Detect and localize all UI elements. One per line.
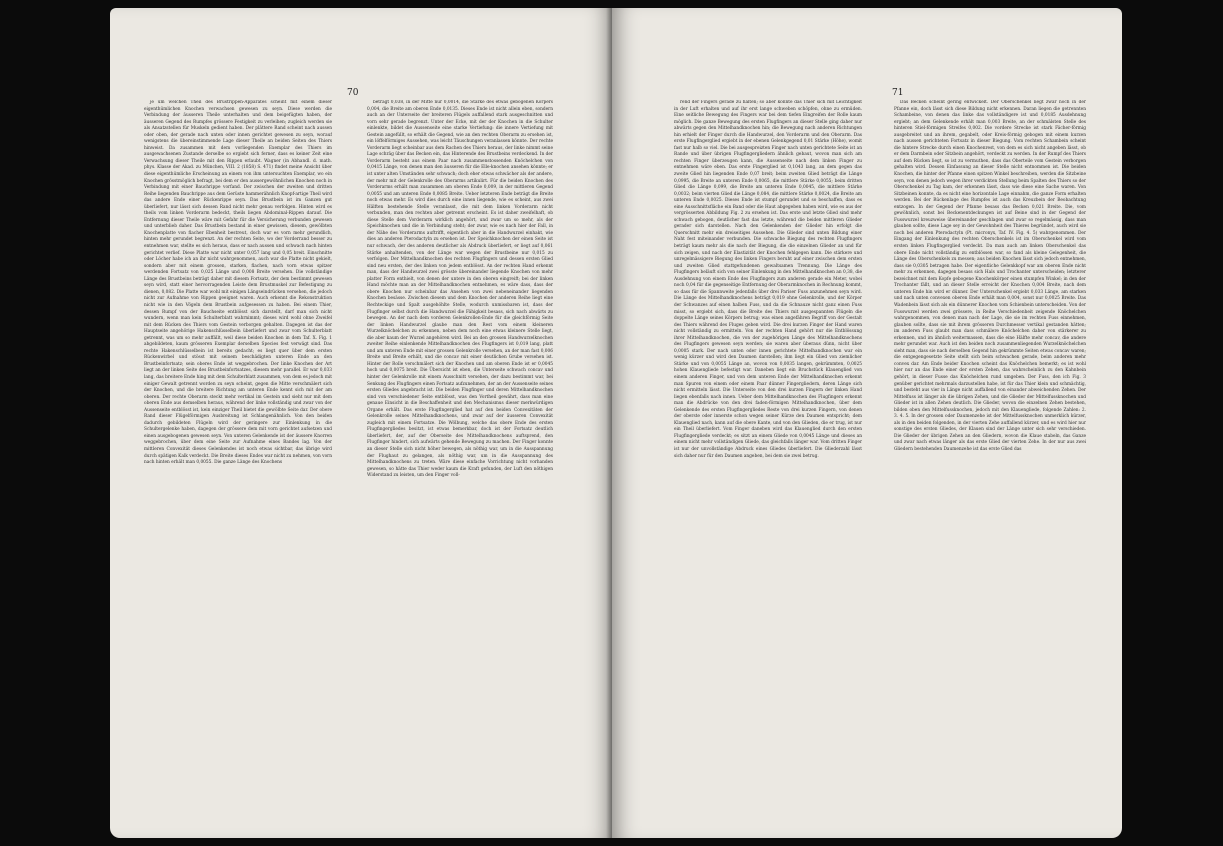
right-page-column-2 bbox=[894, 100, 1086, 788]
right-column-1-text: rend der Fingers gerade zu halten; so aber konnte das Thier sich mit Leichtigkeit in der Luft erhalten und auf ihr erst lange schweben schöpfen, ohne zu ermüden. Eine seitliche Bewegung des Fingers war bei dem tiefen Eingreifen der Rolle kaum möglich. Die ganze Bewegung des ersten Flugfingers an dieser Stelle ging daher nur abwärts gegen den Mittelhandknochen hin; die Bewegung nach anderen Richtungen hin erhielt der Finger durch die Handwurzel, den Vorderarm und den Oberarm. Das erste Flugfingerglied ergiebt in der ebenen Gelenkgegend 0,01 Stärke (Höhe), womit fast nur halb so viel. Die bei ausgespreizten Finger nach unten gerichtete Seite ist an Rande und über übrigen Flugfingergliedern ähnlich gebaut, wovon man sich am rechten Finger überzeugen kann, die Aussenseite nach dem linken Finger zu entnehmen wäre eben. Das erste Fingerglied ist 0,1043 lang, an dem gegen das zweite Glied hin liegenden Ende 0,07 breit; beim zweiten Glied beträgt die Länge 0,0995, die Breite an unteren Ende 0,0065, die mittlere Stärke 0,0055; beim dritten Glied die Länge 0,099, die Breite am unteren Ende 0,0045, die mittlere Stärke 0,0032; beim vierten Glied die Länge 0,084, die mittlere Stärke 0,0024, die Breite am unteren Ende 0,0025. Dieses Ende ist stumpf gerundet und so beschaffen, dass es eine Ausschnittsfläche ein Band oder die Haut abgegeben haben wird, wie es aus der vergrösserten Abbildung Fig. 2 zu ersehen ist. Das erste und letzte Glied sind mehr schwach gebogen, deutlicher fast das letzte, während die beiden mittleren Glieder gerader sich darstellen. Nach den Gelenkenden der Glieder hin erfolgt die Querschnitt mehr ein dreiseitiges Aussehen. Die Glieder sind unten Bildung einer Naht fest miteinander verbunden. Die schwache Biegung des rechten Flugfingers beträgt kaum mehr als die nach der Biegung, die die einzelnen Glieder an und für sich zeigen, und nach der Elastizität der Knochen fehlgegen kann. Die stärkere und unregelmässigere Biegung des linken Fingers beruht auf einer zwischen dem ersten und zweiten Glied stattgefundenen gewaltsamen Trennung. Die Länge des Flugfingers beläuft sich von seiner Einlenkung in den Mittelhandknochen an 0,38, die Ausdehnung von einem Ende des Flugfingers zum anderen gerade ein Meter, wobei noch 0,04 für die gegenseitige Entfernung der Oberarmknochen in Rechnung kommt, so dass für die Spannweite jedenfalls über drei Pariser Fuss anzunehmen seyn wird. Die Länge des Mittelhandknochens beträgt 0,019 ohne Gelenkrolle, und der Körper der Schwanzes auf einen halben Fuss, und da die Schnauze nicht ganz einen Fuss misst, so ergiebt sich, dass die Breite des Thiers mit ausgespannten Flügeln die doppelte Länge seines Körpers betrug; was einen angefähren Begriff von der Gestalt des Thiers während des Fluges geben wird. Die drei kurzen Finger der Hand waren nicht vollständig zu ermitteln. Von der rechten Hand gehört nur die Entblössung ihrer Mittelhandknochen, die von der zugehörigen Länge des Mittelhandknochens des Flugfingers gewesen seyn werden; sie waren aber überaus dünn, nicht über 0,0005 stark. Der nach unten oder innen gerichtete Mittelhandknochen war ein wenig kürzer und wird den Daumen darstellen; ihm liegt ein Glied von ziemlicher Stärke und von 0,0055 Länge an, wovon von 0,0035 langen, gekrümmten, 0,0025 hohen Klauengliede befestigt war. Daneben liegt ein Bruchstück Klauenglied von einem anderen Finger, und von dem unteren Ende der Mittelhandknochen erkennt man Spuren von einem oder einem Paar dünner Fingergliedern, deren Länge sich nicht ermitteln lässt. Die Unterseite von den drei kurzen Fingern der linken Hand liegen ebenfalls nach innen. Ueber dem Mittelhandknochen des Flugfingers erkennt man die Abdrücke von den drei faden-förmigen Mittelhandknochen, über dem Gelenkende des ersten Flugfingergliedes Reste von drei kurzen Fingern, von denen der oberste oder innerste schon wegen seiner Kürze den Daumen entspricht; dem Klauenglied nach, kann auf die obere Kante, und von den Glieden, die er trug, ist nur ein Theil überliefert. Vom Finger daneben wird das Klauenglied durch den ersten Flugfingergliede verdeckt; es sitzt an einem Gliede von 0,0045 Länge und dieses an einem nicht mehr vollständigen Gliede, das gleichfalls länger war. Vom dritten Finger ist nur der unvollständige Abdruck eines Gliedes überliefert. Die Gliederzahl lässt sich daher nur für den Daumen angeben, bei dem sie zwei betrug. bbox=[674, 100, 862, 459]
left-column-2-text: beträgt 0,038, in der Mitte nur 0,0014, die Stärke des etwas gebogenen Körpers 0,004, die Breite am oberen Ende 0,0135. Dieses Ende ist nicht allein eben, sondern auch an der Unterseite der breiteren Flügels auffallend stark ausgeschnitten und vorn sehr gerade begrenzt. Unter der Ecke, mit der der Knochen in die Schulter einlenkte, bildet die Aussenseite eine starke Vertiefung: die innere Vertiefung mit Gestein angefüllt, so erhält die Gegend, wie an den rechten Oberarm zu ersehen ist, ein löffelförmiges Aussehen, was leicht Täuschungen veranlassen könnte. Der rechte Vorderarm liegt scheinbar aus dem Rachen des Thiers heraus, der linke nimmt seine Lage schräg über das Becken ein, das Hinterende des Brustbeins verdeckend. In der Vorderarm besteht aus einem Paar nach zusammenstossenden Knöchelchen von 0,0415 Länge, von denen man den äusseren für die Elle-knochen ansehen könnte; er ist unter alten Umständen sehr schwach; doch eher etwas schwächer als der andere, der mehr mit der Gelenkrolle des Oberarms artikulirt. Für die beiden Knochen des Vorderarms erhält man zusammen am oberen Ende 0,009, in der mittleren Gegend 0,0055 und am unteren Ende 0,0085 Breite. Ueber letzteren Ende beträgt die Breite noch etwas mehr. Es wird dies durch eine innen liegende, wie es scheint, aus zwei Hälften bestehende Stelle veranlasst, die mit dem linken Vorderarm nicht verbunden, man den rechten aber getrennt erscheint. Es ist daher zweifelhaft, ob diese Stelle dem Vorderarm wirklich angehört, und zwar um so mehr, als der Speichknochen und die in Verbindung steht; der zwar, wie es nach hier der Fall, in der Nähe des Vorderarms auftrifft, eigentlich aber in die Handwurzel einhakt, wie dies an anderen Pterodactyln zu ersehen ist. Der Speichknochen der einen Seite ist nur schwach, der des anderen deutlicher als Abdruck überliefert, er liegt auf 0,061 Stärke anhaltenden, von der Länge war wegen der Brustbeine nur 0,015 zu verfolgen. Der Mittelhandknochen des rechten Flugfingers und dessen ersten Glied sind neu ersten, der des linken von jedem entblösst. An der rechten Hand erkennt man, dass der Handwurzel zwei grösste übereinander liegende Knochen von mehr platter Form enthielt, von denen der untere in den oberen eingreift; bei der linken Hand möchte man an der Mittelhandknochen entnehmen, es wäre dass, dass der obere Knochen nur scheinbar das Ansehen von zwei nebeneinander liegenden Knochen besässe. Zwischen diesem und dem Knochen der anderen Reihe liegt eine Rechteckige und Spalt ausgehöhlte Stelle, wodurch unmissbaren ist, dass der Flugfinger selbst durch die Handwurzel die Fähigkeit besass, sich nach abwärts zu bewegen. An der nach dem vorderen Gelenkrollen-Ende für die gleichförmig Seite der linken Handwurzel glaube man den Rest vom einem kleineren Wurzelknöchelchen zu erkennen, neben dem noch eine etwas kleinere Stelle liegt, die aber kaum der Wurzel angehören wird. Bei an den grossen Handwurzelknochen zweiter Reihe einlenkende Mittelhandknochen des Flugfingers ist 0,019 lang, platt und am unteren Ende mit einer grossen Gelenkrolle versehen, an der man fast 0,006 Breite und Breite erhält, und die concav mit einer deutlichen Grube versehen ist. Hinter der Rolle verschmälert sich der Knochen und am oberen Ende ist er 0,0045 hoch und 0,0075 breit. Die Übersicht ist eben, die Unterseite schwach concav und hinter der Gelenkrolle mit einem Ausschnitt versehen, der dazu bestimmt war, bei Senkung des Flugfingers einen Fortsatz aufzunehmen, der an der Aussenseite seines ersten Gliedes angebracht ist. Die beiden Flugfinger und deren Mittelhandknochen sind von verschiedener Seite entblösst, was den Vortheil gewährt, dass man eine genaue Einsicht in die Beschaffenheit und den Mechanismus dieser merkwürdigen Organe erhält. Das erste Flugfingerglied hat auf den beiden Convexitäten der Gelenkrolle seines Mittelhandknochens, und zwar auf der äusseren Convexität zugleich mit einem Fortsatze. Die Wölbung, welche das obere Ende des ersten Flugfingergliedes besitzt, ist etwas bemerkbar, doch ist der Fortsatz deutlich überliefert, der, auf der Oberseite des Mittelhandknochens auftsprend, den Flugfinger hindert, sich aufwärts gehende Bewegung zu machen. Der Finger konnte an dieser Stelle sich nicht höher bewegen, als nöthig war, um in die Ausspannung der Flughaut zu gelangen, als nöthig war, um in die Ausspannung des Mittelhandknochens zu treten. Wäre diese einfache Vorrichtung nicht vorhanden gewesen, so hätte das Thier weder kaum die Kraft gefunden, der Luft den nöthigen Widerstand zu leisten, um den Finger voll- bbox=[367, 100, 553, 479]
left-column-1-text: je um welchen Theil des Brustrippen-Apparates scheint mit einem dieser eigenthümlichen Knochen verwachsen gewesen zu seyn. Diese werden die Verbindung der äusseren Theile unterhalten und dem beigefügten haben, der äusseren Gegend des Rumpfes grössere Festigkeit zu verleihen; zugleich werden sie als Ansatzstellen für Muskeln gedient haben. Der plättere Rand scheint nach aussen oder oben, der gerade nach unten oder innen gerichtet gewesen zu seyn, worauf wenigstens die übereinstimmende Lage dieser Theile an beiden Seiten des Thiers hinweist. Da zusammen mit dem vorliegenden Exemplar des Thiers im ausgewachsenen Zustande derselbe so ergiebt sich ferner, dass es keiner Zeit eine Verwachsung dieser Theile mit den Rippen erlaubt. Wagner (in Abhandl. d. math. phys. Klasse der Akad. zu München, VIII. 2 (1858) S. 471) findet meine Ansicht über diese eigenthümliche Erscheinung an einem von ihm untersuchten Exemplar, wo ein Knochen grösstmöglich befragt, bei dem er den aussergewöhnlichen Knochen noch in Verbindung mit einer Bauchrippe vorfand. Der zwischen der zweiten und dritten Reihe liegenden Bauchrippe aus dem Gerüste hammerähnlich Knopf-artige Theil wird das andere Ende einer Rückenrippe seyn. Das Brustbein ist im Ganzen gut überliefert, nur lässt sich dessen Rand nicht mehr genau verfolgen. Hinten wird es theils vom linken Vorderarm bedeckt, theils liegen Abdominal-Rippen darauf. Die Entfernung dieser Theile wäre mit Gefahr für die Versicherung verbunden gewesen und unterblieb daher. Das Brustbein bestand in einer gewissen, diesem, gewölbten Knochenplatte von flacher Ebenheit bestreut, doch war es vorn mehr gerundlich, hinten mehr gerundet begrenzt. An der rechten Seite, wo der Vorderrand besser zu entnehmen war, stellte es sich heraus, dass er nach aussen und schwach nach hinten gerichtet verlief. Diese Platte war nicht unter 0,057 lang und 0,05 breit. Einschnitte oder Löcher habe ich an ihr nicht wahrgenommen, auch war die Platte nicht gekielt, sondern aber mit einem grossen, starken, flachen, nach vorn etwas spitzer werdenden Fortsatz von 0,025 Länge und 0,008 Breite versehen. Die vollständige Länge des Brustbeins beträgt daher mit diesem Fortsatz, der dem bestimmt gewesen seyn wird, statt einer hervorragenden Leiste dem Brustmuskel zur Befestigung zu dienen, 0,082. Die Platte war wohl mit einigen Längseindrücken versehen, die jedoch nicht zur Aufnahme von Rippen geeignet waren. Auch erkennt die Rekonstruktion nicht wie in den Vögeln dem Brustbein aufgesessen zu haben. Bei einem Thier, dessen Rumpf von der Bauchseite entblösst sich darstellt, darf man sich nicht wundern, wenn man kein Schulterblatt wahrnimmt; dieses wird wohl ohne Zweifel mit dem Rücken des Thiers vom Gestein verborgen gehalten. Dagegen ist das der Hauptseite angehörige Hakenschlüsselbein überliefert und zwar vom Schulterblatt getrennt, was um so mehr auffällt, weil diese beiden Knochen in dem Taf. X. Fig. 1 abgebildeten, kaum grösseren Exemplar derselben Species fest verwägt sind. Das rechte Hakenschlüsselbein ist bereits gedacht; es liegt quer über dem ersten Rückenwirbel und stösst mit seinem beschädigten unteren Ende an den Brustbeinfortsatz; sein oberes Ende ist weggebrochen. Der linke Knochen der Art liegt an der linken Seite des Brustbeinfortsatzes, diesem mehr parallel. Er war 0,033 lang, das breitere Ende hing mit dem Schulterblatt zusammen, von dem es jedoch mit einiger Gewalt getrennt worden zu seyn scheint, gegen die Mitte verschmälert sich der Knochen, und die breitere Richtung am unteren Ende kennt sich mit der am oberen. Der rechte Oberarm steckt mehr vertikal im Gestein und sieht nur mit dem oberen Ende aus demselben heraus, während der linke vollständig und zwar von der Aussenseite entblösst ist, kein einziger Theil bietet die gewölbte Seite dar. Der obere Rand dieser Flügelförmigen Ausbreitung ist Schlangenähnlich. Von den beiden dadurch gebildeten Flügeln wird der geringere zur Einlenkung in die Schultergelenke haben, dagegen der grössere dem mit vorn gerichtet aufsetzen und einen ausgebogenen gewesen seyn. Von unteren Gelenkende ist der äussere Knorren weggebrochen, über dem eine Seite zur Aufnahme eines Bandes lag. Von der mittleren Convexität dieses Gelenkendes ist noch etwas sichtbar, das übrige wird durch spätigen Kalk verdeckt. Die Breite dieses Endes war nicht zu nehmen, von vorn nach hinten erhält man 0,0055. Die ganze Länge des Knochens bbox=[144, 100, 332, 466]
page-number-left: 70 bbox=[347, 88, 359, 98]
left-page bbox=[110, 8, 612, 838]
page-number-right: 71 bbox=[892, 88, 904, 98]
left-page-column-2 bbox=[367, 100, 553, 788]
right-page-column-1 bbox=[674, 100, 862, 788]
right-column-2-text: Das Becken scheint gering entwickelt. Der Oberschenkel liegt zwar noch in der Pfanne ein, doch lässt sich diese Bildung nicht erkennen. Daran liegen die getrennten Schambeine, von denen das linke das vollständigere ist und 0,0185 Ausdehnung ergiebt; an dem Gelenkende erhält man 0,003 Breite, an der schmälsten Stelle des hinteren Stiel-förmigen Streifes 0,002. Die vordere Strecke ist stark Fächer-förmig ausgebreitet und an ihrem, gegabelt, oder Kreis-förmig gebogen mit einem kurzen nach aussen gerichteten Fortsatz in dieser Biegung. Vom rechten Schambein scheint die hintere Strecke durch einen Knochenrest, von dem es sich nicht angeben lässt, ob er dem Darmbein oder Sitzbein angehört, verdeckt zu werden. In der Rumpf des Thiers auf dem Rücken liegt, so ist zu vermuthen, dass das Oberteile vom Gestein verborgen gehalten wird. Dessen Einfassung an dieser Stelle nicht entnommen ist. Die beiden Knochen, die hinter der Pfanne einen spitzen Winkel beschreiben, werden die Sitzbeine seyn, von denen jedoch wegen ihrer verdickten Stellung beim Spalten des Thiers so der Oberschenkel zu Tag kam, der erkennen lässt, dass wie diese eine Sache waren. Von Sitzbeinen konnte, da es nicht eine horizontale Lage einnahm, die ganze Form erhalten werden. Bei der Rückenlage des Rumpfes ist auch das Kreuzbein der Beobachtung entzogen. In der Gegend der Pfanne besass das Becken 0,021 Breite. Die, vom gewöhnlich, sonst bei Beckenentdeckungen ist auf Beine sind in der Gegend der Fusswurzel kreuzweise übereinander geschlagen und zwar so regelmässig, dass man glauben sollte, diese Lage sey in der Gewohnheit des Thieres begründet, auch wird sie noch bei anderen Pterodactyln (Pt. micronyx, Taf. IV. Fig. 4. 5) wahrgenommen. Der Eingang der Einlenkung des rechten Oberschenkels ist im Oberschenkel wird vom ersten linken Flugfingerglied verdeckt. Da man auch am linken Oberschenkel das obere Ende nicht vollständig zu entblössen war, so fand als kleine Gelegenheit, die Länge des Oberschenkels zu messen; aus beiden Knochen lässt sich jedoch entnehmen, dass sie 0,0305 betragen habe. Der eigentliche Gelenkkopf war am oberen Ende nicht mehr zu erkennen, dagegen besass sich Hals und Trochanter unterscheiden; letzterer bezeichnet mit dem Kopfe gebogene Knochenkörper einen stumpfen Winkel; in den der Trochanter fällt, und an dieser Stelle erreicht der Knochen 0,004 Breite, nach dem unteren Ende hin wird er dünner. Der Unterschenkel ergiebt 0,033 Länge, am starken und nach unten convexen oberen Ende erhält man 0,004, sonst nur 0,0025 Breite. Das Wadenbein lässt sich als ein dünnerer Knochen vom Schienbein unterscheiden. Von der Fusswurzel werden zwei grössere, in Reihe Verschiedenheit zeigende Knöchelchen wahrgenommen, von denen man nach der Lage, die sie im rechten Fuss einnehmen, glauben sollte, dass sie mit ihrem grösseren Durchmesser vertikal gestanden hätten; im anderen Fuss glaubt man dass schmälere Knöchelchen daher von stärkerer zu erkennen, und im ähnlich weitermassen, dass die eine Hälfte mehr concav, die andere mehr gerundet war. Auch ist den beiden noch zusammenliegenden Wurzelknöchelchen sieht man, dass sie nach derselben Gegend hin gekrümmte Seiten etwas concav waren; die entgegengesetzte Seite stellt sich beim schwachen gerade, beim anderen mehr convex dar. Am Ende beider Knochen scheint das Knöchelchen bemerkt; es ist wohl hier nur an das Ende einer der ersten Zehen, das wahrscheinlich zu den Kahnbein gehört, in dieser Fusse das Knöchelchen rund umgeben. Der Fuss, den ich Fig. 3 genüber gerichtet mehrmals darzustellen habe, ist für das Thier klein und schmächtig, und besteht aus vier in Länge nicht auffallend von einander abweichenden Zehen. Der Mittelfuss ist länger als die übrigen Zehen, und die Glieder der Mittelfussknochen und Glieder ist in allen Zehen deutlich. Die Glieder, wovon die einzelnen Zehen bestehen, bilden oben den Mittelfussknochen, jedoch mit den Klauengliede, folgende Zahlen: 2. 3. 4. 5. In der grossen oder Daumenzehe ist der Mittelfussknochen unmerklich kürzer, als in den beiden folgenden, in der vierten Zehe auffallend kürzer, und es wird hier nur sonstige des ersten Gliedes, der Klauen sind der Länge unter sich sehr verschieden. Die Glieder der übrigen Zehen an den Gliedern, wovon die Klaue stabeln, das Ganze und zwar nach etwas länger als das erste Glied der vierten Zehe. In der nur aus zwei Gliedern bestehenden Daumenzehe ist das erste Glied das bbox=[894, 100, 1086, 452]
left-page-column-1 bbox=[144, 100, 332, 788]
right-page bbox=[612, 8, 1122, 838]
